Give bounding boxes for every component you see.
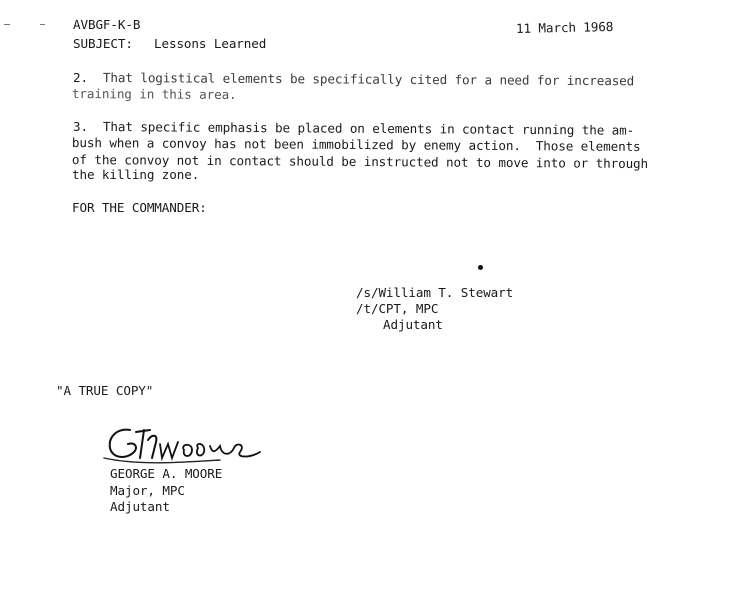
signature-rank: /t/CPT, MPC: [356, 301, 439, 316]
certifier-name: GEORGE A. MOORE: [110, 466, 223, 481]
para2-number: 2.: [73, 70, 88, 85]
margin-mark: [40, 24, 45, 25]
para3-number: 3.: [73, 119, 88, 134]
file-reference: AVBGF-K-B: [73, 17, 141, 32]
para2-line1: That logistical elements be specifically cited for a need for increased: [102, 70, 635, 89]
para3-line2: bush when a convoy has not been immobilized by enemy action. Those elements: [71, 135, 641, 154]
certifier-title: Adjutant: [110, 499, 170, 514]
true-copy-label: "A TRUE COPY": [56, 383, 154, 398]
subject-text: Lessons Learned: [154, 36, 267, 51]
para3-line1: That specific emphasis be placed on elements in contact running the am-: [102, 119, 635, 138]
ink-dot: [478, 265, 483, 270]
para2-line2: training in this area.: [71, 86, 237, 103]
subject-label: SUBJECT:: [73, 36, 133, 51]
para3-line3: of the convoy not in contact should be instructed not to move into or through: [71, 152, 649, 172]
signature-title: Adjutant: [383, 317, 443, 332]
document-date: 11 March 1968: [515, 18, 614, 37]
margin-mark: [4, 24, 10, 25]
certifier-rank: Major, MPC: [110, 483, 185, 498]
para3-line4: the killing zone.: [72, 167, 200, 182]
signature-name: /s/William T. Stewart: [356, 285, 514, 300]
closing-line: FOR THE COMMANDER:: [72, 200, 207, 215]
